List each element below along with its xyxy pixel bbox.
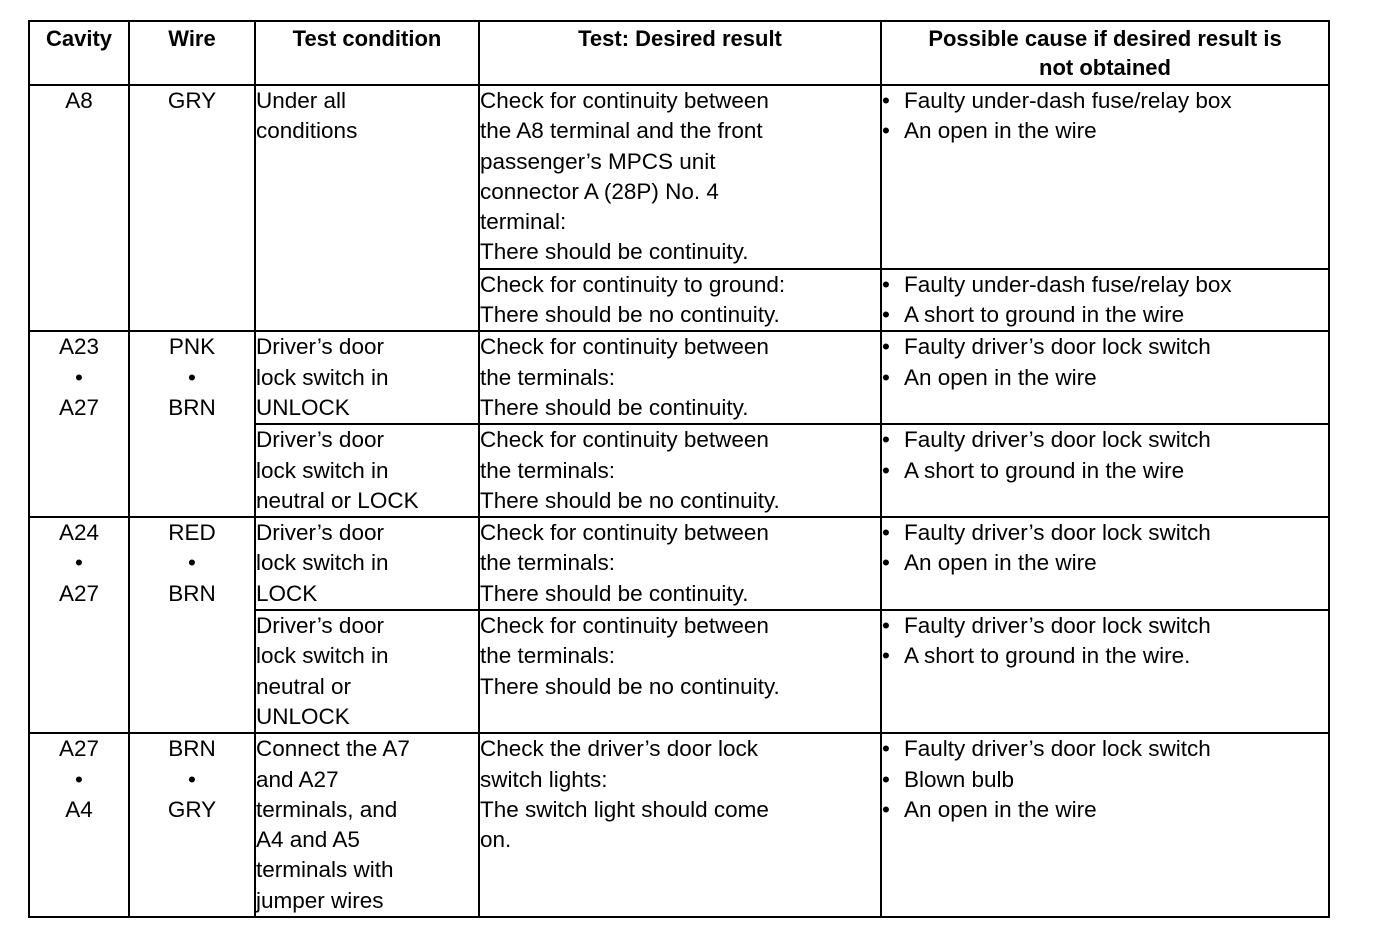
condition-line: UNLOCK bbox=[256, 394, 350, 420]
cavity-label: A24 bbox=[58, 520, 100, 546]
cause-text: A short to ground in the wire. bbox=[904, 643, 1191, 669]
cause-cell bbox=[881, 85, 1329, 269]
wire-cell bbox=[129, 733, 255, 917]
cause-item bbox=[882, 548, 1328, 578]
condition-line: neutral or bbox=[256, 673, 352, 699]
result-line: Check for continuity between bbox=[480, 427, 769, 453]
cavity-label: A8 bbox=[65, 88, 93, 113]
cause-item bbox=[882, 86, 1328, 116]
bullet-icon: • bbox=[882, 457, 890, 483]
bullet-icon: • bbox=[882, 88, 890, 113]
cavity-separator: • bbox=[75, 364, 83, 390]
cavity-label: A23 bbox=[58, 334, 100, 360]
condition-line: Driver’s door bbox=[256, 427, 384, 453]
result-cell bbox=[479, 85, 881, 269]
cause-text: Faulty under-dash fuse/relay box bbox=[904, 88, 1232, 113]
cause-text: Faulty driver’s door lock switch bbox=[904, 613, 1211, 639]
result-line: Check for continuity between bbox=[480, 520, 769, 546]
result-line: the terminals: bbox=[480, 457, 616, 483]
cavity-cell bbox=[29, 331, 129, 517]
result-line: There should be continuity. bbox=[480, 239, 749, 265]
result-line: the terminals: bbox=[480, 550, 616, 576]
cause-item bbox=[882, 332, 1328, 362]
result-line: the A8 terminal and the front bbox=[480, 118, 763, 144]
cause-cell bbox=[881, 733, 1329, 917]
bullet-icon: • bbox=[882, 613, 890, 639]
table-row bbox=[29, 85, 1329, 269]
cause-item bbox=[882, 363, 1328, 393]
wire-color: GRY bbox=[167, 796, 217, 822]
condition-line: LOCK bbox=[256, 580, 318, 606]
result-line: the terminals: bbox=[480, 364, 616, 390]
condition-cell bbox=[255, 331, 479, 424]
bullet-icon: • bbox=[882, 766, 890, 792]
bullet-icon: • bbox=[882, 271, 890, 297]
cavity-label: A27 bbox=[58, 580, 100, 606]
cause-item bbox=[882, 425, 1328, 455]
condition-line: terminals, and bbox=[256, 796, 398, 822]
result-line: There should be no continuity. bbox=[480, 487, 780, 513]
cause-text: Faulty driver’s door lock switch bbox=[904, 427, 1211, 453]
condition-line: and A27 bbox=[256, 766, 339, 792]
condition-line: lock switch in bbox=[256, 643, 389, 669]
bullet-icon: • bbox=[882, 427, 890, 453]
bullet-icon: • bbox=[882, 302, 890, 328]
cause-cell bbox=[881, 517, 1329, 610]
header-possible-cause bbox=[881, 21, 1329, 85]
wire-color: BRN bbox=[168, 580, 216, 606]
bullet-icon: • bbox=[882, 334, 890, 360]
cavity-label: A4 bbox=[65, 796, 93, 822]
header-cause-line: Possible cause if desired result is bbox=[928, 26, 1282, 51]
cause-item bbox=[882, 518, 1328, 548]
cause-cell bbox=[881, 610, 1329, 733]
result-line: connector A (28P) No. 4 bbox=[480, 178, 719, 204]
result-line: terminal: bbox=[480, 209, 567, 235]
condition-cell bbox=[255, 85, 479, 331]
wire-color: BRN bbox=[168, 736, 216, 762]
result-line: the terminals: bbox=[480, 643, 616, 669]
cause-item bbox=[882, 795, 1328, 825]
table-row bbox=[29, 331, 1329, 424]
result-line: The switch light should come bbox=[480, 796, 769, 822]
cause-item bbox=[882, 116, 1328, 146]
result-line: on. bbox=[480, 827, 512, 853]
condition-line: terminals with bbox=[256, 857, 394, 883]
cause-item bbox=[882, 641, 1328, 671]
bullet-icon: • bbox=[882, 364, 890, 390]
result-cell bbox=[479, 424, 881, 517]
header-desired-result: Test: Desired result bbox=[479, 21, 881, 85]
header-wire: Wire bbox=[129, 21, 255, 85]
wire-separator: • bbox=[188, 550, 196, 576]
cavity-separator: • bbox=[75, 766, 83, 792]
table-row bbox=[29, 517, 1329, 610]
cause-text: Faulty driver’s door lock switch bbox=[904, 520, 1211, 546]
cavity-cell bbox=[29, 85, 129, 331]
result-cell bbox=[479, 610, 881, 733]
condition-line: UNLOCK bbox=[256, 703, 350, 729]
bullet-icon: • bbox=[882, 550, 890, 576]
cause-item bbox=[882, 270, 1328, 300]
cause-cell bbox=[881, 424, 1329, 517]
bullet-icon: • bbox=[882, 796, 890, 822]
result-cell bbox=[479, 517, 881, 610]
wire-separator: • bbox=[188, 766, 196, 792]
cavity-cell bbox=[29, 733, 129, 917]
bullet-icon: • bbox=[882, 736, 890, 762]
wire-color: GRY bbox=[167, 88, 217, 113]
result-line: Check for continuity between bbox=[480, 334, 769, 360]
cavity-label: A27 bbox=[58, 394, 100, 420]
header-row bbox=[29, 21, 1329, 85]
cavity-separator: • bbox=[75, 550, 83, 576]
cause-item bbox=[882, 300, 1328, 330]
cause-text: Faulty driver’s door lock switch bbox=[904, 736, 1211, 762]
table-row bbox=[29, 733, 1329, 917]
wire-color: BRN bbox=[168, 394, 216, 420]
condition-line: lock switch in bbox=[256, 364, 389, 390]
result-cell bbox=[479, 733, 881, 917]
header-test-condition: Test condition bbox=[255, 21, 479, 85]
condition-line: Driver’s door bbox=[256, 334, 384, 360]
result-line: passenger’s MPCS unit bbox=[480, 148, 716, 174]
continuity-test-table bbox=[28, 20, 1330, 918]
condition-line: lock switch in bbox=[256, 550, 389, 576]
wire-separator: • bbox=[188, 364, 196, 390]
result-line: There should be no continuity. bbox=[480, 673, 780, 699]
bullet-icon: • bbox=[882, 520, 890, 546]
condition-line: jumper wires bbox=[256, 887, 384, 913]
condition-line: Driver’s door bbox=[256, 613, 384, 639]
condition-cell bbox=[255, 733, 479, 917]
cause-text: Faulty under-dash fuse/relay box bbox=[904, 271, 1232, 297]
condition-cell bbox=[255, 517, 479, 610]
wire-cell bbox=[129, 517, 255, 733]
result-line: switch lights: bbox=[480, 766, 608, 792]
cause-item bbox=[882, 456, 1328, 486]
header-cavity: Cavity bbox=[29, 21, 129, 85]
result-line: There should be continuity. bbox=[480, 394, 749, 420]
wire-cell bbox=[129, 85, 255, 331]
cavity-label: A27 bbox=[58, 736, 100, 762]
condition-line: lock switch in bbox=[256, 457, 389, 483]
cause-text: Faulty driver’s door lock switch bbox=[904, 334, 1211, 360]
result-line: Check for continuity to ground: bbox=[480, 271, 786, 297]
cause-text: An open in the wire bbox=[904, 796, 1097, 822]
condition-line: Connect the A7 bbox=[256, 736, 410, 762]
condition-line: neutral or LOCK bbox=[256, 487, 419, 513]
cause-text: An open in the wire bbox=[904, 550, 1097, 576]
condition-cell bbox=[255, 424, 479, 517]
cause-item bbox=[882, 765, 1328, 795]
cause-text: Blown bulb bbox=[904, 766, 1015, 792]
result-line: Check for continuity between bbox=[480, 88, 769, 113]
cause-text: An open in the wire bbox=[904, 364, 1097, 390]
cavity-cell bbox=[29, 517, 129, 733]
condition-cell bbox=[255, 610, 479, 733]
result-cell bbox=[479, 269, 881, 332]
result-line: Check the driver’s door lock bbox=[480, 736, 759, 762]
cause-item bbox=[882, 611, 1328, 641]
condition-line: conditions bbox=[256, 118, 358, 144]
wire-color: RED bbox=[168, 520, 216, 546]
bullet-icon: • bbox=[882, 643, 890, 669]
condition-line: Under all bbox=[256, 88, 347, 113]
cause-text: A short to ground in the wire bbox=[904, 302, 1185, 328]
result-line: Check for continuity between bbox=[480, 613, 769, 639]
cause-text: An open in the wire bbox=[904, 118, 1097, 144]
condition-line: Driver’s door bbox=[256, 520, 384, 546]
cause-item bbox=[882, 734, 1328, 764]
wire-cell bbox=[129, 331, 255, 517]
wire-color: PNK bbox=[168, 334, 216, 360]
result-line: There should be no continuity. bbox=[480, 302, 780, 328]
result-line: There should be continuity. bbox=[480, 580, 749, 606]
result-cell bbox=[479, 331, 881, 424]
cause-cell bbox=[881, 331, 1329, 424]
condition-line: A4 and A5 bbox=[256, 827, 360, 853]
cause-text: A short to ground in the wire bbox=[904, 457, 1185, 483]
header-cause-line: not obtained bbox=[1039, 55, 1171, 80]
bullet-icon: • bbox=[882, 118, 890, 144]
cause-cell bbox=[881, 269, 1329, 332]
